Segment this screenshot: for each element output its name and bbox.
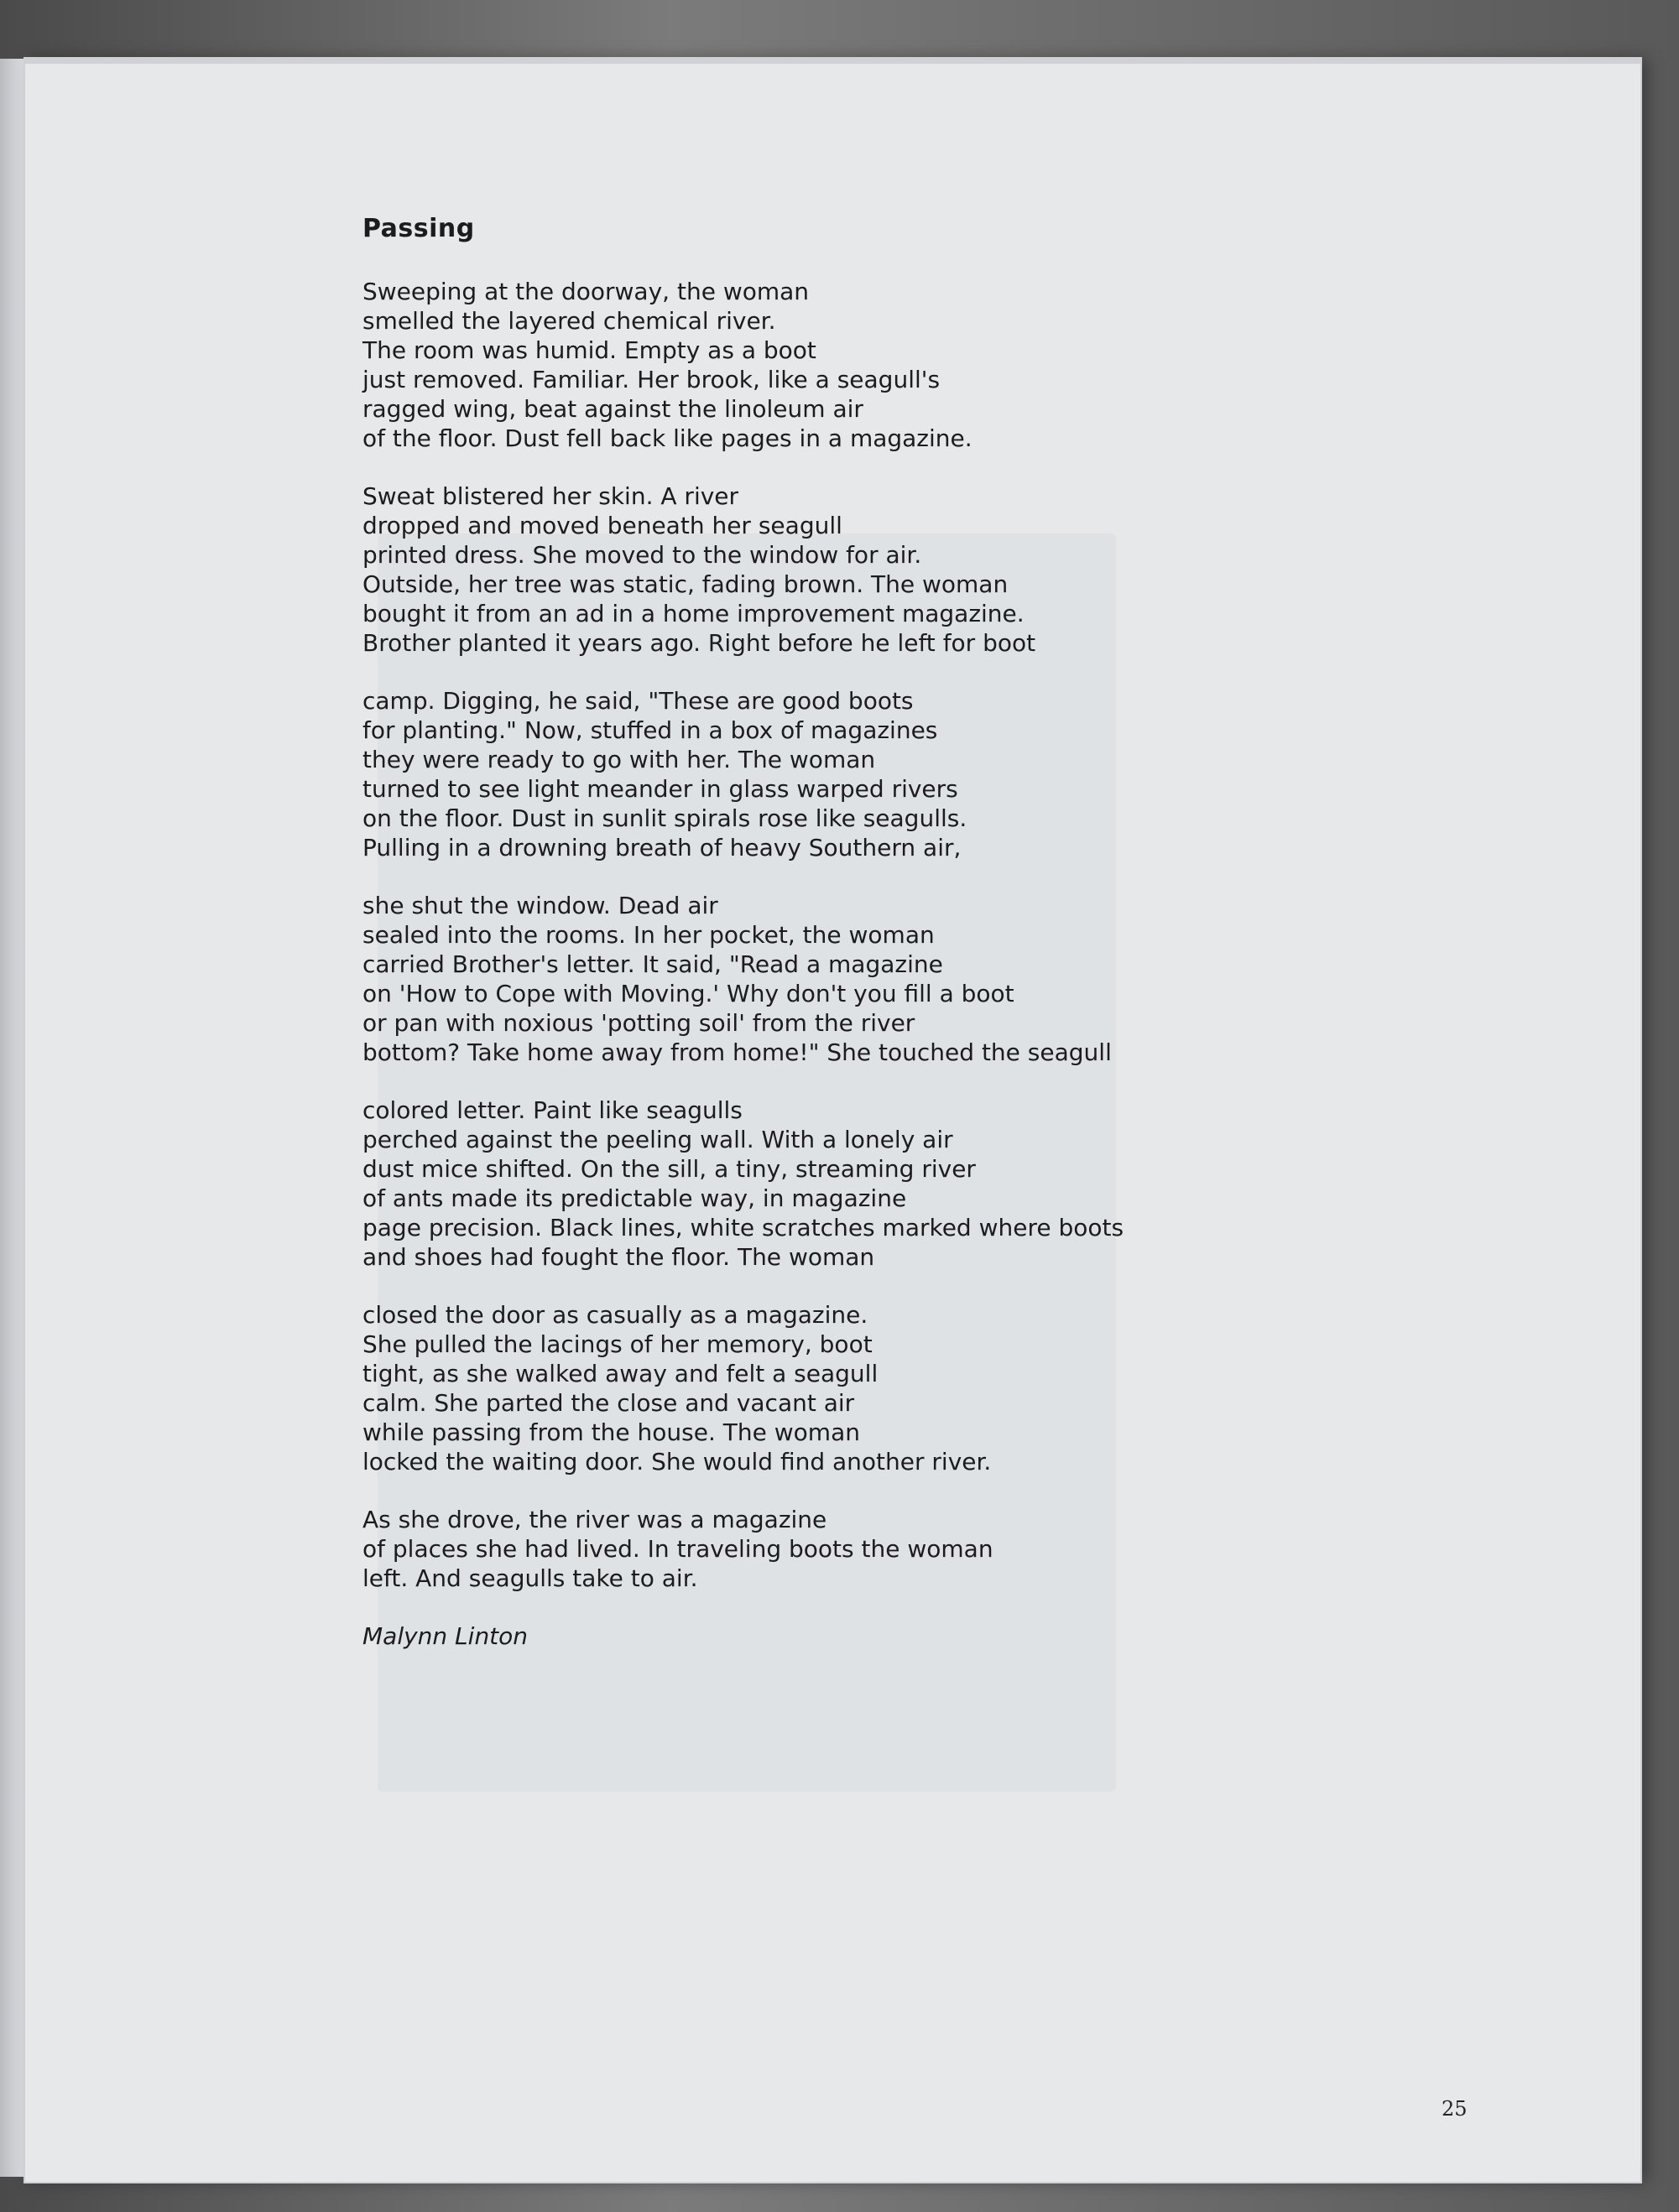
poem-line: and shoes had fought the floor. The woman xyxy=(362,1243,875,1271)
poem-stanza xyxy=(362,1505,1285,1593)
poem-line: tight, as she walked away and felt a seagull xyxy=(362,1360,879,1387)
poem-line: she shut the window. Dead air xyxy=(362,892,718,919)
page-number: 25 xyxy=(1442,2097,1468,2121)
poem-line: smelled the layered chemical river. xyxy=(362,307,776,335)
poem-line: camp. Digging, he said, "These are good boots xyxy=(362,687,914,715)
poem-line: on 'How to Cope with Moving.' Why don't you fill a boot xyxy=(362,980,1014,1007)
poem-title: Passing xyxy=(362,214,475,243)
poem-line: sealed into the rooms. In her pocket, the woman xyxy=(362,921,935,949)
poem-line: page precision. Black lines, white scratches marked where boots xyxy=(362,1214,1124,1241)
poem-line: for planting." Now, stuffed in a box of magazines xyxy=(362,716,938,744)
poem-line: carried Brother's letter. It said, "Read a magazine xyxy=(362,950,943,978)
poem-line: ragged wing, beat against the linoleum air xyxy=(362,395,863,423)
poem-line: colored letter. Paint like seagulls xyxy=(362,1096,743,1124)
poem-author: Malynn Linton xyxy=(362,1622,529,1650)
poem-line: while passing from the house. The woman xyxy=(362,1418,860,1446)
poem-line: printed dress. She moved to the window for air. xyxy=(362,541,922,569)
poem-line: Sweat blistered her skin. A river xyxy=(362,482,739,510)
poem-stanza xyxy=(362,481,1285,658)
poem-line: dust mice shifted. On the sill, a tiny, streaming river xyxy=(362,1155,976,1183)
poem-stanza xyxy=(362,1096,1285,1272)
adjacent-page-edge xyxy=(0,59,27,2177)
poem-line: locked the waiting door. She would find another river. xyxy=(362,1448,992,1476)
poem-line: of places she had lived. In traveling boots the woman xyxy=(362,1535,993,1563)
poem-line: turned to see light meander in glass warped rivers xyxy=(362,775,958,803)
poem-line: As she drove, the river was a magazine xyxy=(362,1506,827,1533)
poem-line: just removed. Familiar. Her brook, like a seagull's xyxy=(362,366,941,393)
poem-line: Sweeping at the doorway, the woman xyxy=(362,278,810,305)
poem-line: Brother planted it years ago. Right before he left for boot xyxy=(362,629,1036,657)
poem-line: dropped and moved beneath her seagull xyxy=(362,512,842,539)
poem-line: perched against the peeling wall. With a lonely air xyxy=(362,1126,953,1153)
poem-line: they were ready to go with her. The woman xyxy=(362,746,876,773)
poem-line: of ants made its predictable way, in magazine xyxy=(362,1184,907,1212)
poem-line: Pulling in a drowning breath of heavy Southern air, xyxy=(362,834,962,861)
poem-line: bottom? Take home away from home!" She touched the seagull xyxy=(362,1038,1112,1066)
poem-body xyxy=(362,277,1285,1593)
poem-line: She pulled the lacings of her memory, boot xyxy=(362,1330,873,1358)
poem-line: Outside, her tree was static, fading brown. The woman xyxy=(362,570,1009,598)
poem-line: bought it from an ad in a home improvement magazine. xyxy=(362,600,1025,627)
poem-line: left. And seagulls take to air. xyxy=(362,1564,698,1592)
poem-stanza xyxy=(362,1300,1285,1476)
poem-stanza xyxy=(362,277,1285,453)
poem-line: or pan with noxious 'potting soil' from the river xyxy=(362,1009,915,1037)
poem-stanza xyxy=(362,686,1285,862)
poem-line: of the floor. Dust fell back like pages in a magazine. xyxy=(362,424,972,452)
poem-line: The room was humid. Empty as a boot xyxy=(362,336,816,364)
poem-line: calm. She parted the close and vacant air xyxy=(362,1389,855,1417)
poem-line: on the floor. Dust in sunlit spirals rose like seagulls. xyxy=(362,804,967,832)
poem-line: closed the door as casually as a magazine. xyxy=(362,1301,868,1329)
poem-content xyxy=(362,214,1285,1651)
poem-stanza xyxy=(362,891,1285,1067)
